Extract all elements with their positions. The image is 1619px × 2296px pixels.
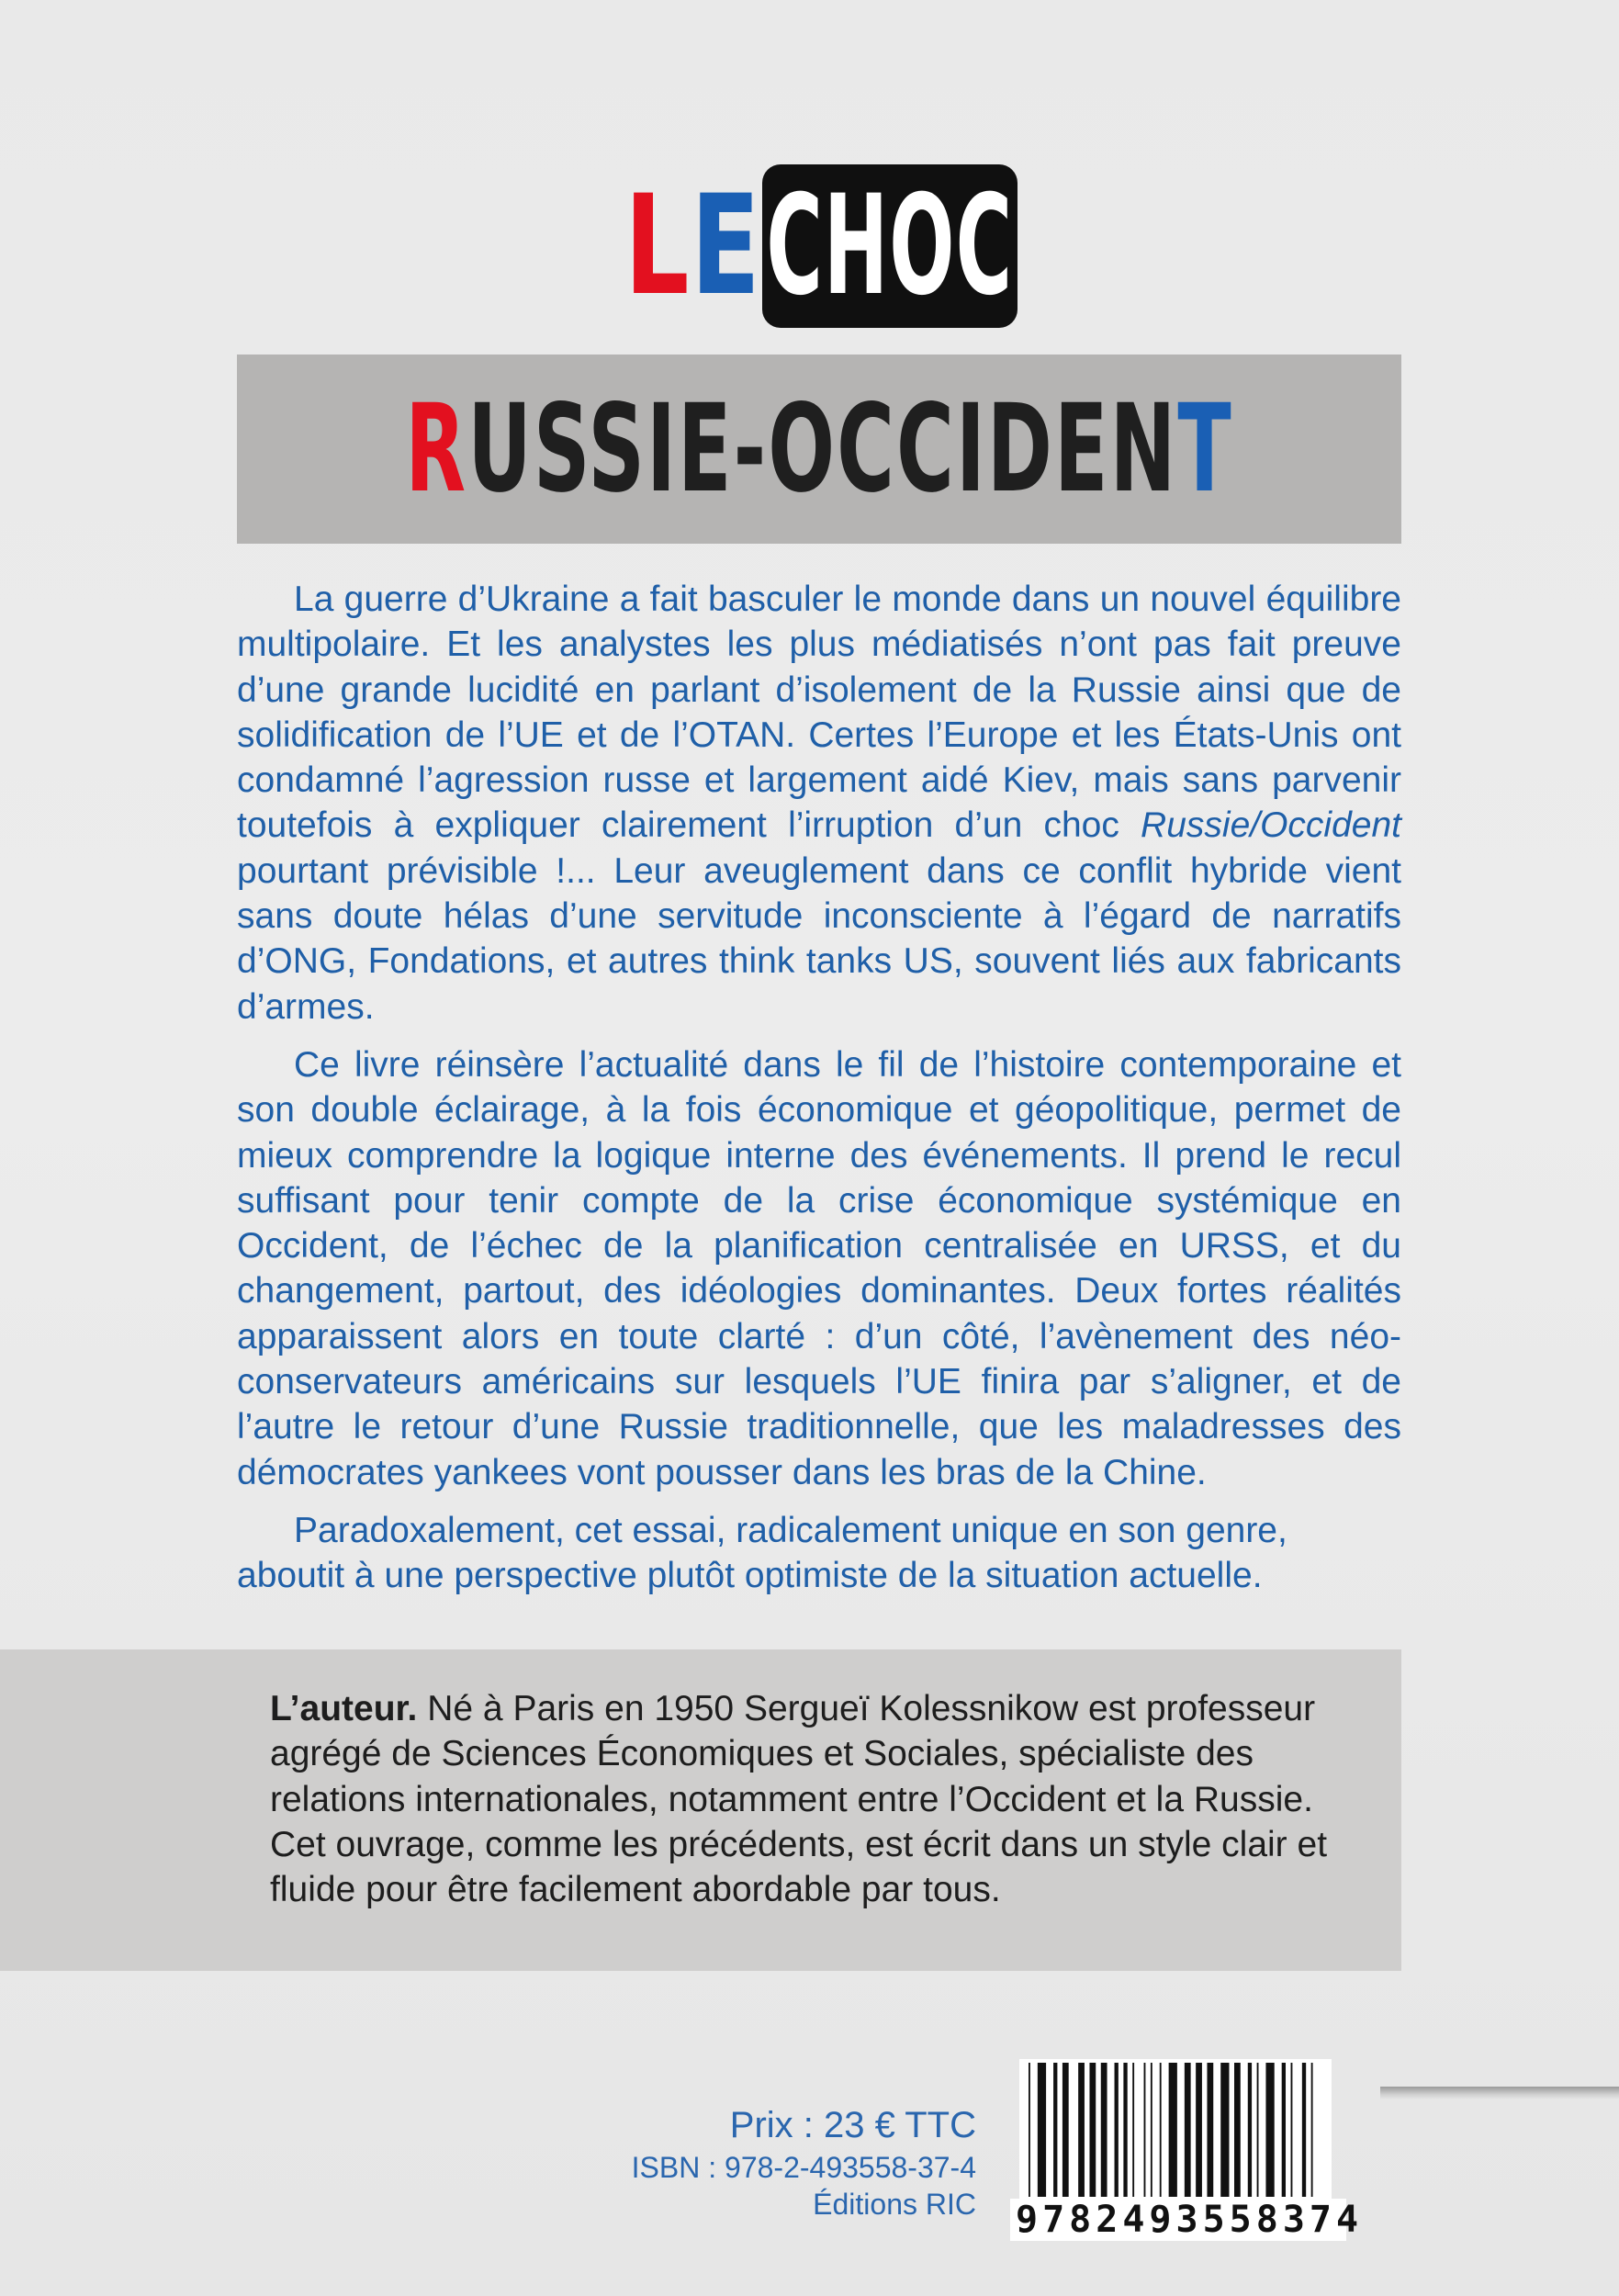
blurb-p1-end: pourtant prévisible !... Leur aveuglement dans ce conflit hybride vient sans doute hélas d’une servitude inconsciente à l’égard de narratifs d’ONG, Fondations, et autres think tanks US, souvent liés aux fabricants d’armes.	[237, 850, 1401, 1027]
barcode-bars	[1019, 2059, 1332, 2197]
barcode-bar	[1302, 2063, 1306, 2197]
edge-shadow	[1380, 2087, 1619, 2099]
series-choc-box	[762, 164, 1017, 328]
barcode-bar	[1132, 2063, 1134, 2197]
barcode-bar	[1151, 2063, 1152, 2197]
author-band	[0, 1649, 1401, 1971]
series-le	[624, 166, 762, 326]
footer-info	[632, 2101, 976, 2223]
series-title	[624, 163, 1017, 329]
barcode-bar	[1220, 2063, 1229, 2197]
barcode-bar	[1169, 2063, 1177, 2197]
subtitle-middle: USSIE-OCCIDEN	[467, 378, 1178, 520]
blurb-paragraph-2: Ce livre réinsère l’actualité dans le fil de l’histoire contemporaine et son double éclairage, à la fois économique et géopolitique, permet de mieux comprendre la logique interne des événements. Il prend le recul suffisant pour tenir compte de la crise économique systémique en Occident, de l’échec de la planification centralisée en URSS, et du changement, partout, des idéologies dominantes. Deux fortes réalités apparaissent alors en toute clarté : d’un côté, l’avènement des néo-conservateurs américains sur lesquels l’UE finira par s’aligner, et de l’autre le retour d’une Russie traditionnelle, que les maladresses des démocrates yankees vont pousser dans les bras de la Chine.	[237, 1044, 1401, 1492]
barcode-bar	[1062, 2063, 1069, 2197]
barcode-bar	[1311, 2063, 1313, 2197]
barcode-bar	[1101, 2063, 1107, 2197]
barcode-bar	[1257, 2063, 1259, 2197]
isbn: ISBN : 978-2-493558-37-4	[631, 2151, 976, 2184]
author-text: Né à Paris en 1950 Sergueï Kolessnikow est professeur agrégé de Sciences Économiques et Sociales, spécialiste des relations internationales, notamment entre l’Occident et la Russie. Cet ouvrage, comme les précédents, est écrit dans un style clair et fluide pour être facilement abordable par tous.	[270, 1689, 1328, 1910]
barcode-bar	[1144, 2063, 1146, 2197]
barcode-bar	[1234, 2063, 1241, 2197]
series-letter-e: E	[691, 166, 762, 326]
barcode-bar	[1089, 2063, 1096, 2197]
barcode-bar	[1282, 2063, 1286, 2197]
subtitle-first-letter: R	[405, 378, 468, 520]
barcode-bar	[1038, 2063, 1046, 2197]
blurb	[237, 577, 1401, 1612]
book-subtitle	[405, 378, 1233, 520]
barcode-bar	[1115, 2063, 1119, 2197]
price: Prix : 23 € TTC	[729, 2105, 976, 2145]
author-label: L’auteur.	[270, 1689, 418, 1728]
barcode-bar	[1160, 2063, 1162, 2197]
series-letter-l: L	[624, 166, 691, 326]
barcode-bar	[1123, 2063, 1127, 2197]
barcode-bar	[1185, 2063, 1191, 2197]
barcode-bar	[1053, 2063, 1057, 2197]
blurb-p1-italic: Russie/Occident	[1141, 805, 1401, 846]
barcode-bar	[1207, 2063, 1213, 2197]
blurb-p1-start: La guerre d’Ukraine a fait basculer le monde dans un nouvel équilibre multipolaire. Et les analystes les plus médiatisés n’ont pas fait preuve d’une grande lucidité en parlant d’isolement de la Russie ainsi que de solidification de l’UE et de l’OTAN. Certes l’Europe et les États-Unis ont condamné l’agression russe et largement aidé Kiev, mais sans parvenir toutefois à expliquer clairement l’irruption d’un choc	[237, 580, 1401, 846]
blurb-paragraph-3: Paradoxalement, cet essai, radicalement unique en son genre, aboutit à une perspective plutôt optimiste de la situation actuelle.	[237, 1510, 1287, 1596]
barcode-digits: 9782493558374	[1010, 2199, 1346, 2241]
barcode-bar	[1078, 2063, 1085, 2197]
barcode-bar	[1029, 2063, 1030, 2197]
series-choc: CHOC	[766, 166, 1014, 326]
blurb-paragraph-1	[237, 577, 1401, 1030]
barcode-bar	[1265, 2063, 1274, 2197]
barcode-bar	[1291, 2063, 1293, 2197]
barcode-bar	[1248, 2063, 1252, 2197]
subtitle-last-letter: T	[1177, 378, 1233, 520]
author-bio	[270, 1686, 1372, 1912]
barcode-bar	[1196, 2063, 1202, 2197]
subtitle-band	[237, 355, 1401, 544]
publisher: Éditions RIC	[813, 2188, 976, 2221]
